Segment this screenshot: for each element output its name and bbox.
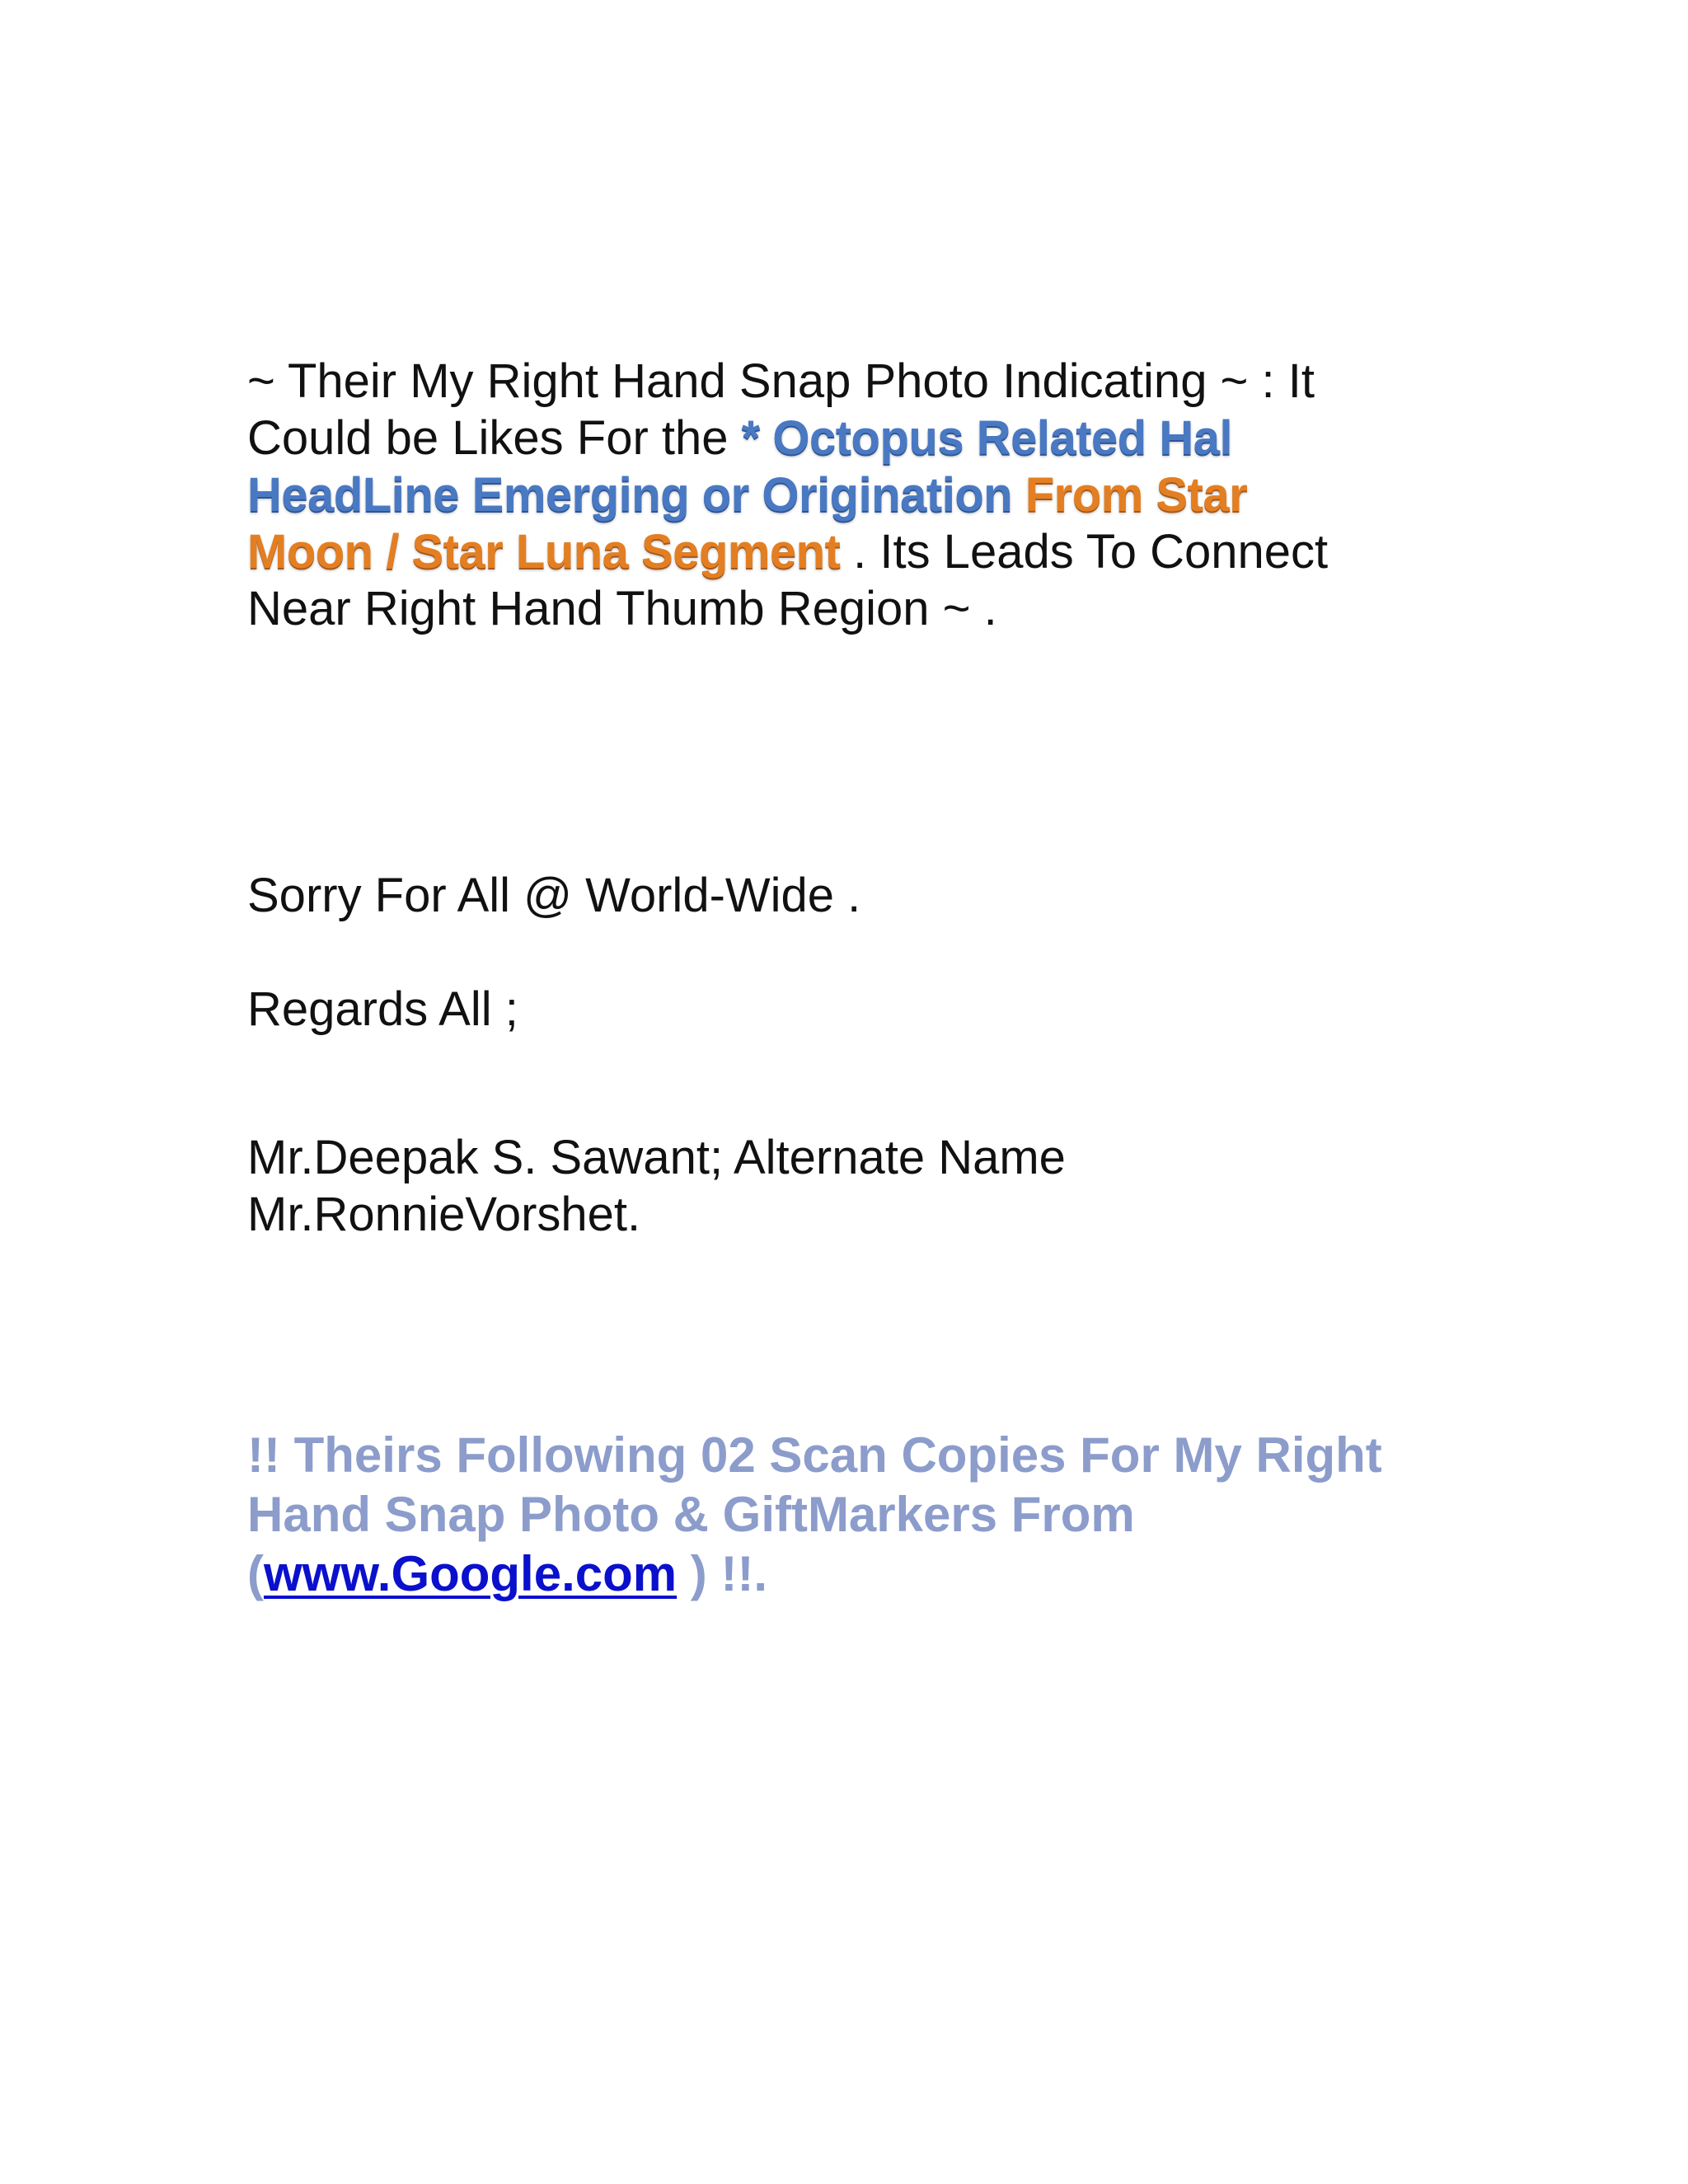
intro-line-2 <box>247 410 1459 466</box>
highlight-headline-text: HeadLine Emerging or Origination <box>247 468 1025 522</box>
notice-prefix: ( <box>247 1546 264 1601</box>
notice-line-2: Hand Snap Photo & GiftMarkers From <box>247 1487 1135 1542</box>
intro-line-4-text: . Its Leads To Connect <box>853 525 1329 579</box>
intro-line-4 <box>247 523 1459 580</box>
intro-paragraph <box>247 353 1459 637</box>
intro-line-5: Near Right Hand Thumb Region ~ . <box>247 582 997 635</box>
google-link[interactable]: www.Google.com <box>263 1546 678 1601</box>
intro-line-3 <box>247 466 1459 523</box>
notice-paragraph <box>247 1426 1533 1604</box>
highlight-from-star-text: From Star <box>1025 468 1248 522</box>
sorry-text: Sorry For All @ World-Wide . <box>247 869 861 922</box>
intro-line-1: ~ Their My Right Hand Snap Photo Indicating ~ : It <box>247 354 1315 408</box>
notice-line-1: !! Theirs Following 02 Scan Copies For My Right <box>247 1427 1382 1483</box>
regards-text: Regards All ; <box>247 982 518 1036</box>
signature-line-1: Mr.Deepak S. Sawant; Alternate Name <box>247 1131 1066 1184</box>
notice-suffix: ) !!. <box>677 1546 768 1601</box>
intro-line-2-text: Could be Likes For the <box>247 411 742 465</box>
signature-line-2: Mr.RonnieVorshet. <box>247 1188 641 1241</box>
signature-block <box>247 1129 1459 1243</box>
notice-line-3 <box>247 1544 1533 1604</box>
highlight-octopus-text: * Octopus Related Hal <box>741 411 1233 465</box>
highlight-moon-luna-text: Moon / Star Luna Segment <box>247 525 854 579</box>
